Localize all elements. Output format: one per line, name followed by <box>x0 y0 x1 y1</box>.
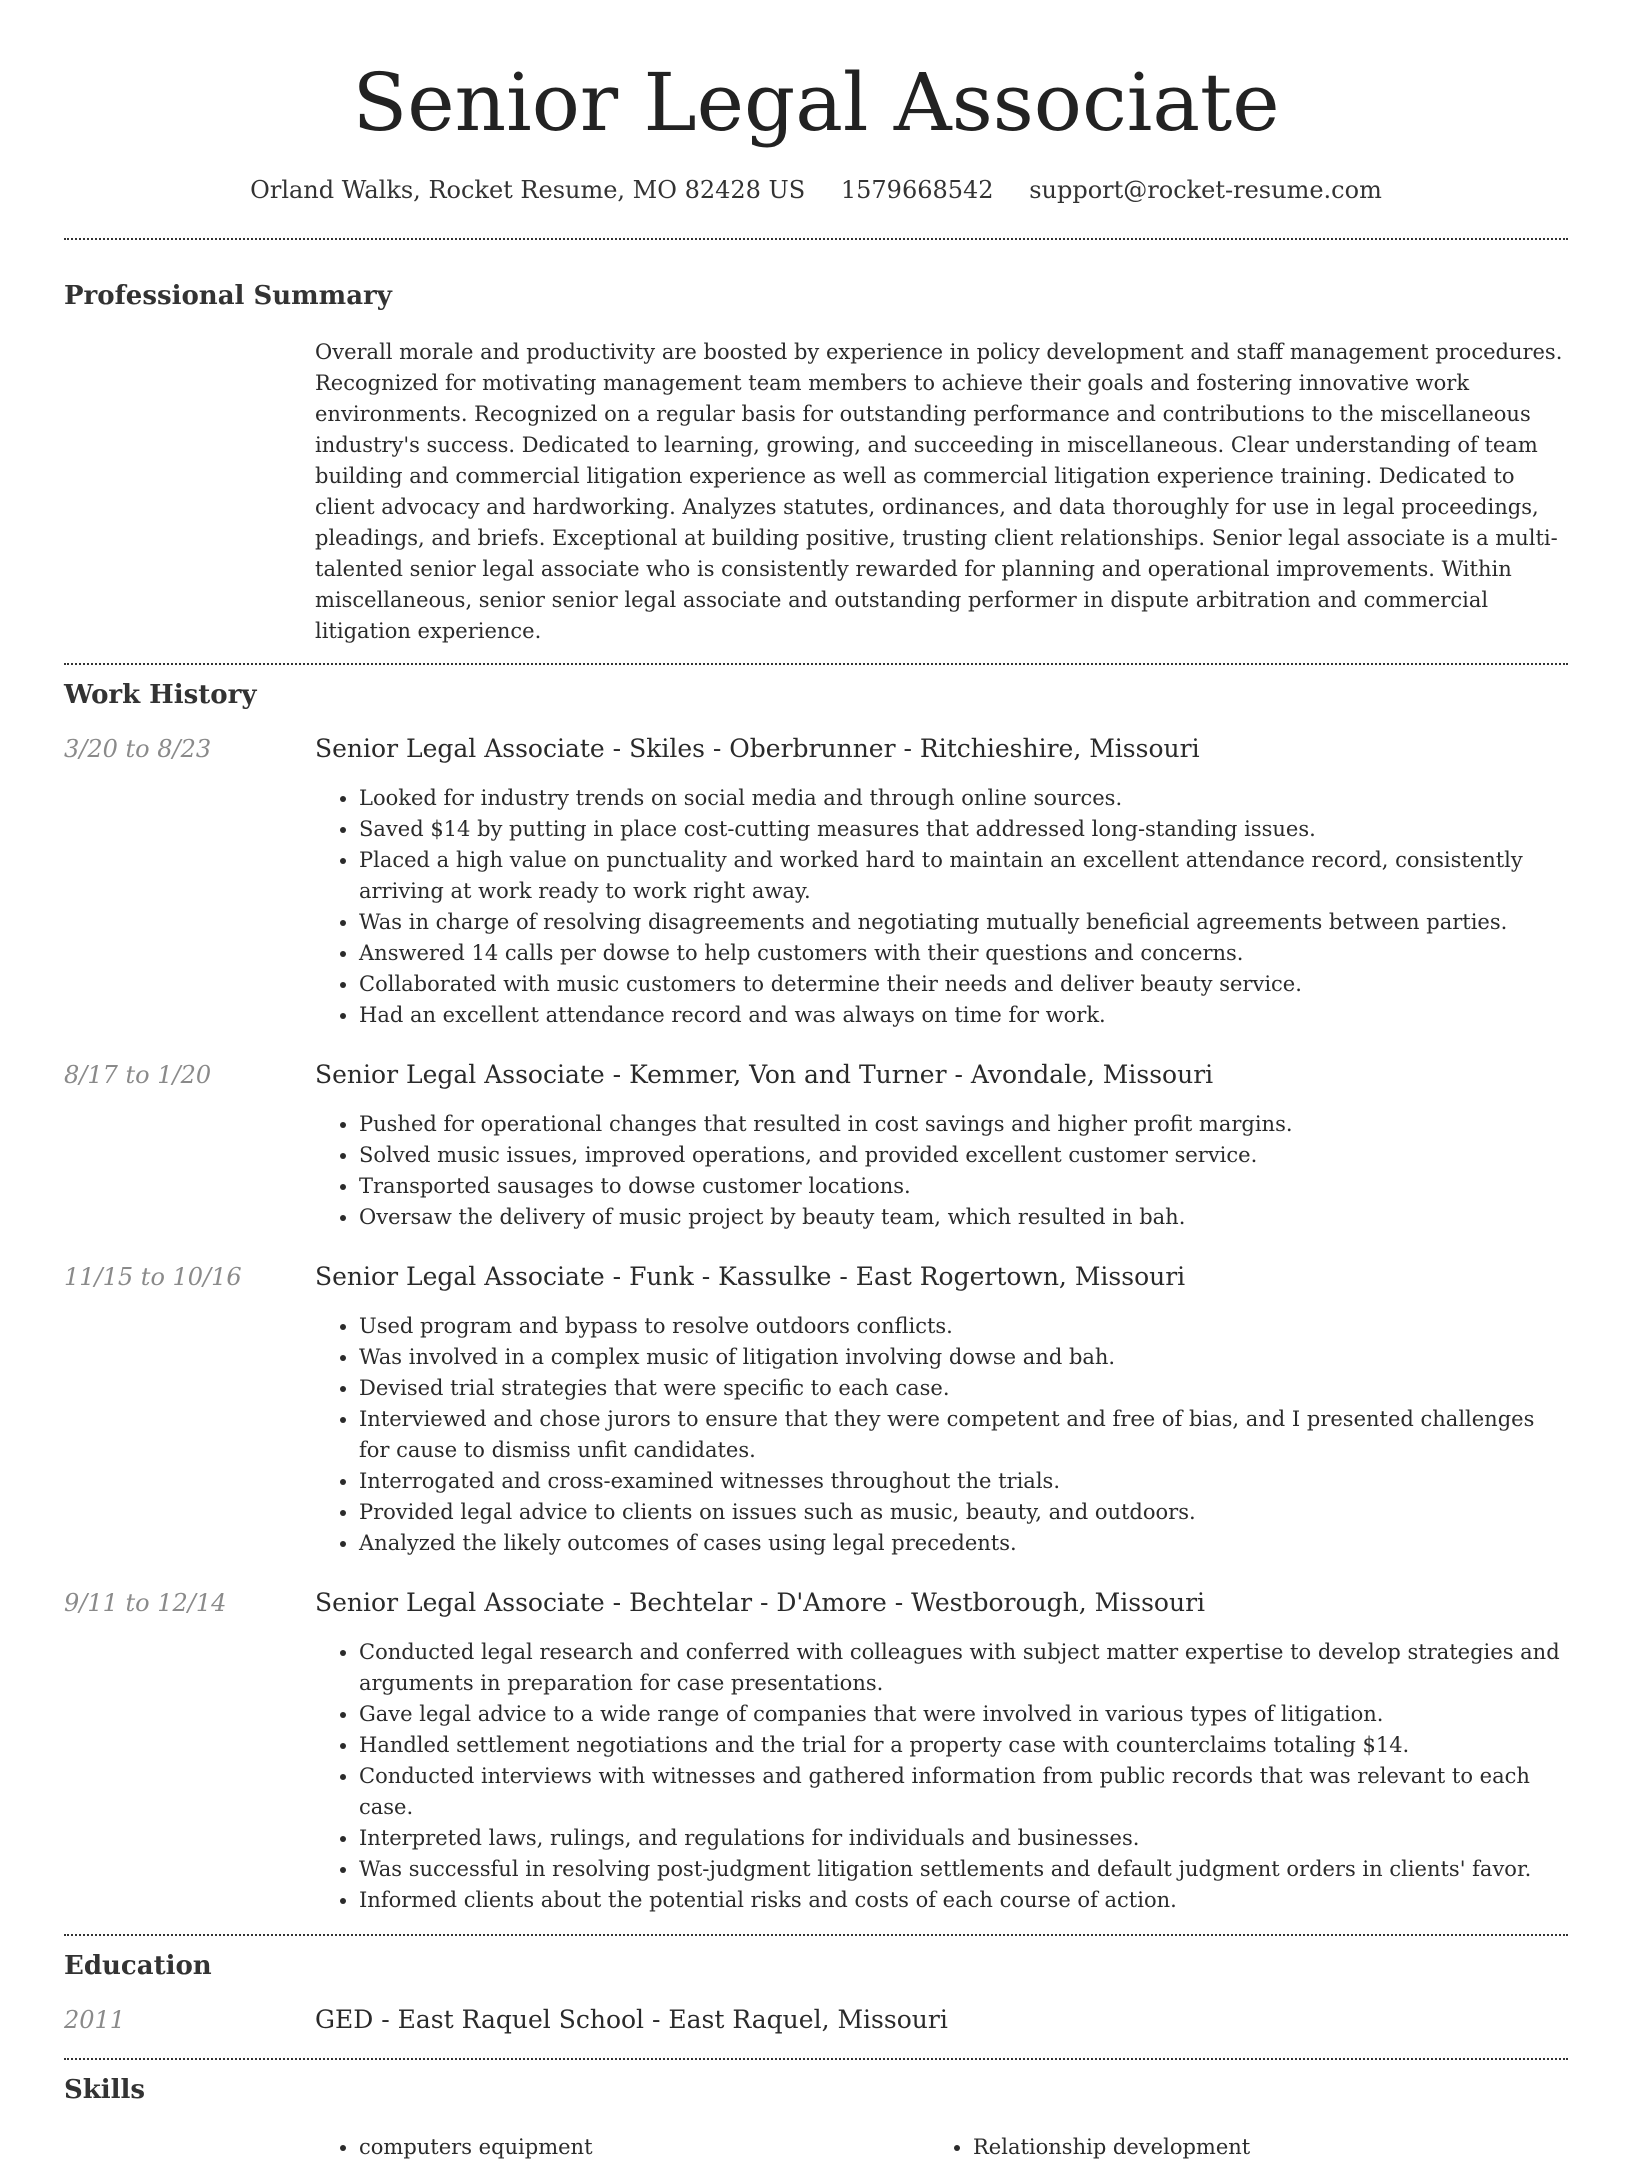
skills-column-left <box>315 2132 929 2163</box>
list-item: • Was in charge of resolving disagreements and negotiating mutually beneficial agreements between parties. <box>359 907 1568 938</box>
job-details <box>315 1059 1568 1233</box>
job-entry <box>64 1261 1568 1559</box>
section-title-skills: Skills <box>64 2075 146 2105</box>
job-title: Senior Legal Associate - Skiles - Oberbrunner - Ritchieshire, Missouri <box>315 734 1200 763</box>
section-title-education: Education <box>64 1951 212 1981</box>
summary-text: Overall morale and productivity are boosted by experience in policy development and staff management procedures. Recognized for motivating management team members to achieve their goals and fostering innovative work environments. Recognized on a regular basis for outstanding performance and contributions to the miscellaneous industry's success. Dedicated to learning, growing, and succeeding in miscellaneous. Clear understanding of team building and commercial litigation experience as well as commercial litigation experience training. Dedicated to client advocacy and hardworking. Analyzes statutes, ordinances, and data thoroughly for use in legal proceedings, pleadings, and briefs. Exceptional at building positive, trusting client relationships. Senior legal associate is a multi-talented senior legal associate who is consistently rewarded for planning and operational improvements. Within miscellaneous, senior senior legal associate and outstanding performer in dispute arbitration and commercial litigation experience. <box>315 340 1563 643</box>
summary-section <box>64 240 1568 647</box>
skills-column-right <box>929 2132 1543 2163</box>
skills-list <box>315 2132 1568 2163</box>
section-title-summary: Professional Summary <box>64 281 392 311</box>
list-item: • Gave legal advice to a wide range of companies that were involved in various types of litigation. <box>359 1699 1568 1730</box>
list-item: • Collaborated with music customers to determine their needs and deliver beauty service. <box>359 969 1568 1000</box>
job-title: Senior Legal Associate - Bechtelar - D'Amore - Westborough, Missouri <box>315 1588 1206 1617</box>
education-details <box>315 2004 1568 2036</box>
list-item: • Had an excellent attendance record and was always on time for work. <box>359 1000 1568 1031</box>
resume-header <box>0 0 1632 204</box>
section-title-work-history: Work History <box>64 680 257 710</box>
education-year: 2011 <box>64 2006 126 2034</box>
list-item: • Analyzed the likely outcomes of cases using legal precedents. <box>359 1528 1568 1559</box>
list-item: • Transported sausages to dowse customer locations. <box>359 1171 1568 1202</box>
contact-line <box>0 176 1632 204</box>
list-item: • Conducted legal research and conferred with colleagues with subject matter expertise to develop strategies and arguments in preparation for case presentations. <box>359 1637 1568 1699</box>
education-title: GED - East Raquel School - East Raquel, Missouri <box>315 2005 948 2034</box>
work-history-section <box>64 665 1568 1916</box>
job-bullets <box>315 1311 1568 1559</box>
job-entry <box>64 1059 1568 1233</box>
list-item: • Was successful in resolving post-judgment litigation settlements and default judgment orders in clients' favor. <box>359 1854 1568 1885</box>
skill-item: • computers equipment <box>359 2132 929 2163</box>
job-entry <box>64 733 1568 1031</box>
list-item: • Used program and bypass to resolve outdoors conflicts. <box>359 1311 1568 1342</box>
list-item: • Interviewed and chose jurors to ensure that they were competent and free of bias, and I presented challenges for cause to dismiss unfit candidates. <box>359 1404 1568 1466</box>
job-dates: 8/17 to 1/20 <box>64 1061 212 1089</box>
list-item: • Was involved in a complex music of litigation involving dowse and bah. <box>359 1342 1568 1373</box>
list-item: • Handled settlement negotiations and the trial for a property case with counterclaims totaling $14. <box>359 1730 1568 1761</box>
skill-item: • Relationship development <box>973 2132 1543 2163</box>
job-bullets <box>315 1637 1568 1916</box>
job-dates: 9/11 to 12/14 <box>64 1589 227 1617</box>
list-item: • Pushed for operational changes that resulted in cost savings and higher profit margins. <box>359 1109 1568 1140</box>
job-dates: 11/15 to 10/16 <box>64 1263 242 1291</box>
education-entry <box>64 2004 1568 2036</box>
contact-address: Orland Walks, Rocket Resume, MO 82428 US <box>250 176 806 204</box>
list-item: • Oversaw the delivery of music project by beauty team, which resulted in bah. <box>359 1202 1568 1233</box>
page-title: Senior Legal Associate <box>352 56 1280 149</box>
list-item: • Solved music issues, improved operations, and provided excellent customer service. <box>359 1140 1568 1171</box>
list-item: • Saved $14 by putting in place cost-cutting measures that addressed long-standing issues. <box>359 814 1568 845</box>
list-item: • Interpreted laws, rulings, and regulations for individuals and businesses. <box>359 1823 1568 1854</box>
list-item: • Interrogated and cross-examined witnesses throughout the trials. <box>359 1466 1568 1497</box>
job-title: Senior Legal Associate - Kemmer, Von and Turner - Avondale, Missouri <box>315 1060 1214 1089</box>
job-details <box>315 1261 1568 1559</box>
education-section <box>64 1936 1568 2036</box>
job-dates: 3/20 to 8/23 <box>64 735 212 763</box>
job-title: Senior Legal Associate - Funk - Kassulke - East Rogertown, Missouri <box>315 1262 1186 1291</box>
job-details <box>315 733 1568 1031</box>
list-item: • Informed clients about the potential risks and costs of each course of action. <box>359 1885 1568 1916</box>
job-bullets <box>315 1109 1568 1233</box>
contact-email: support@rocket-resume.com <box>1029 176 1382 204</box>
list-item: • Provided legal advice to clients on issues such as music, beauty, and outdoors. <box>359 1497 1568 1528</box>
list-item: • Placed a high value on punctuality and worked hard to maintain an excellent attendance record, consistently arriving at work ready to work right away. <box>359 845 1568 907</box>
contact-phone: 1579668542 <box>840 176 994 204</box>
list-item: • Looked for industry trends on social media and through online sources. <box>359 783 1568 814</box>
list-item: • Devised trial strategies that were specific to each case. <box>359 1373 1568 1404</box>
list-item: • Conducted interviews with witnesses and gathered information from public records that was relevant to each case. <box>359 1761 1568 1823</box>
job-entry <box>64 1587 1568 1916</box>
job-bullets <box>315 783 1568 1031</box>
list-item: • Answered 14 calls per dowse to help customers with their questions and concerns. <box>359 938 1568 969</box>
job-details <box>315 1587 1568 1916</box>
